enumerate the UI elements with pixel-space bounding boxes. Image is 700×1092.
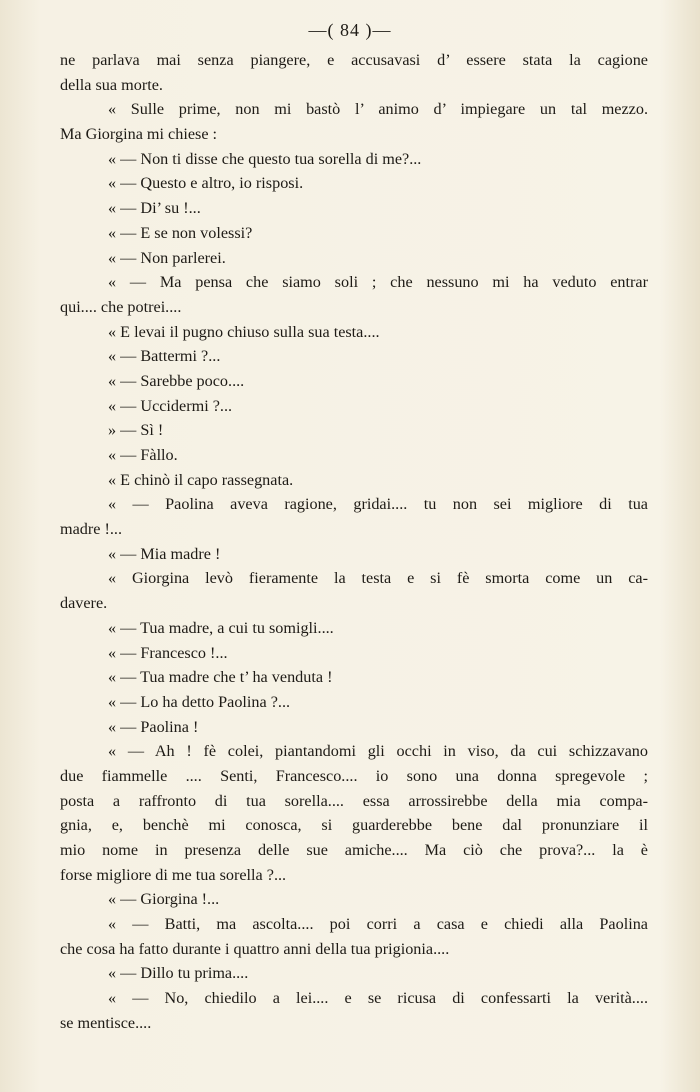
text-line: « — Non parlerei. (108, 248, 226, 267)
text-line: « — Uccidermi ?... (108, 396, 233, 415)
text-line: della sua morte. (60, 75, 163, 94)
text-line: « — Ma pensa che siamo soli ; che nessuno mi ha veduto entrar (108, 273, 648, 292)
text-line: « — Dillo tu prima.... (108, 964, 249, 983)
body-text (60, 48, 648, 1036)
text-line: « — Tua madre, a cui tu somigli.... (108, 618, 334, 637)
text-line: « — Paolina aveva ragione, gridai.... tu non sei migliore di tua (108, 495, 648, 514)
text-line: posta a raffronto di tua sorella.... essa arrossirebbe della mia compa- (60, 791, 648, 810)
text-line: « — Tua madre che t’ ha venduta ! (108, 668, 333, 687)
text-line: qui.... che potrei.... (60, 297, 182, 316)
text-line: « — Francesco !... (108, 643, 228, 662)
text-line: « — Battermi ?... (108, 347, 221, 366)
text-line: « — Lo ha detto Paolina ?... (108, 692, 291, 711)
text-line: se mentisce.... (60, 1013, 152, 1032)
text-line: gnia, e, benchè mi conosca, si guarderebbe bene dal pronunziare il (60, 816, 648, 835)
text-line: « E chinò il capo rassegnata. (108, 470, 294, 489)
text-line: due fiammelle .... Senti, Francesco.... io sono una donna spregevole ; (60, 766, 648, 785)
text-line: « — Questo e altro, io risposi. (108, 174, 304, 193)
text-line: « Giorgina levò fieramente la testa e si fè smorta come un ca- (108, 569, 648, 588)
text-line: « — Di’ su !... (108, 199, 201, 218)
text-line: « — Paolina ! (108, 717, 199, 736)
text-line: » — Sì ! (108, 421, 164, 440)
text-line: forse migliore di me tua sorella ?... (60, 865, 287, 884)
text-line: « Sulle prime, non mi bastò l’ animo d’ impiegare un tal mezzo. (108, 100, 648, 119)
text-line: « — No, chiedilo a lei.... e se ricusa di confessarti la verità.... (108, 989, 648, 1008)
text-line: « — Ah ! fè colei, piantandomi gli occhi in viso, da cui schizzavano (108, 742, 648, 761)
text-line: che cosa ha fatto durante i quattro anni della tua prigionia.... (60, 939, 450, 958)
text-line: « — Fàllo. (108, 446, 178, 464)
text-line: davere. (60, 594, 108, 613)
text-line: « E levai il pugno chiuso sulla sua testa.... (108, 322, 380, 341)
text-line: « — Non ti disse che questo tua sorella di me?... (108, 149, 422, 168)
page-number: —( 84 )— (308, 20, 392, 40)
text-line: « — Giorgina !... (108, 890, 220, 909)
text-line: ne parlava mai senza piangere, e accusavasi d’ essere stata la cagione (60, 51, 648, 69)
text-line: « — Sarebbe poco.... (108, 371, 245, 390)
text-line: Ma Giorgina mi chiese : (60, 125, 218, 144)
text-line: « — Batti, ma ascolta.... poi corri a casa e chiedi alla Paolina (108, 915, 648, 934)
text-line: mio nome in presenza delle sue amiche.... Ma ciò che prova?... la è (60, 841, 648, 859)
text-line: madre !... (60, 520, 123, 539)
text-line: « — Mia madre ! (108, 544, 221, 563)
text-line: « — E se non volessi? (108, 223, 253, 242)
